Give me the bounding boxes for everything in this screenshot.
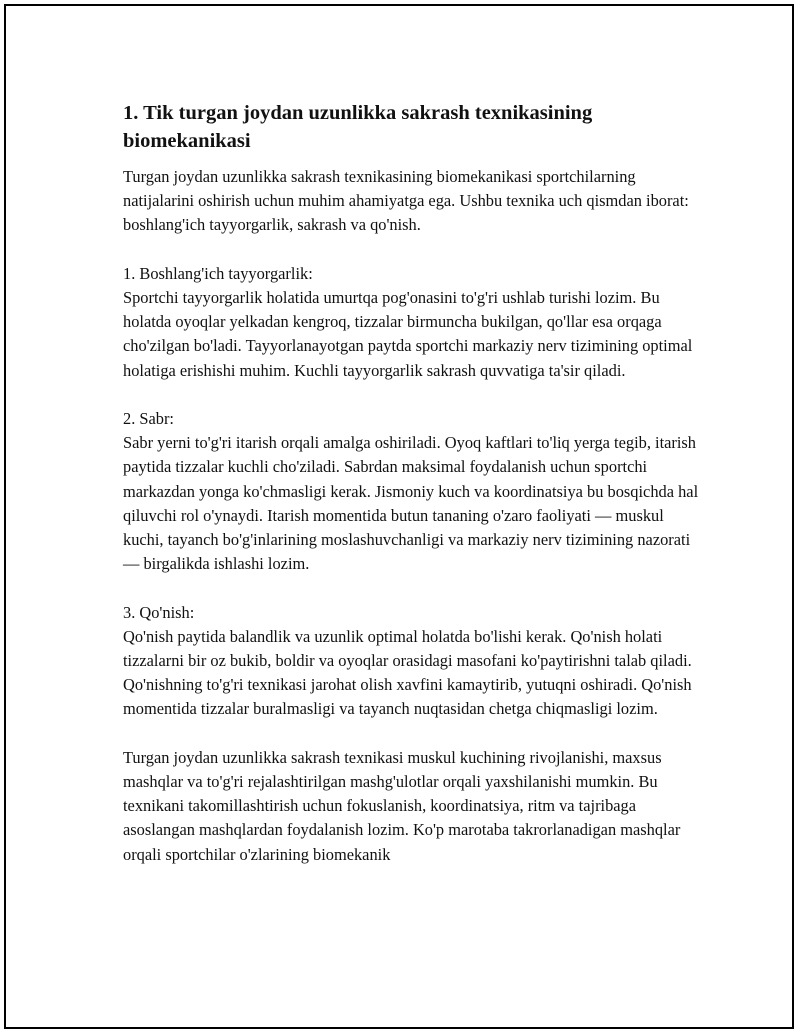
section-heading-landing: 3. Qo'nish: <box>123 602 195 622</box>
document-page <box>4 4 794 1029</box>
section-heading-push: 2. Sabr: <box>123 409 174 428</box>
section-body-push: Sabr yerni to'g'ri itarish orqali amalga oshiriladi. Oyoq kaftlari to'liq yerga tegib, itarish paytida tizzalar kuchli cho'ziladi. Sabrdan maksimal foydalanish uchun sportchi markazdan yonga ko'chmasligi kerak. Jismoniy kuch va koordinatsiya bu bosqichda hal qiluvchi rol o'ynaydi. Itarish momentida butun tananing o'zaro faoliyati — muskul kuchi, tayanch bo'g'inlarining moslashuvchanligi va markaziy nerv tizimining nazorati — birgalikda ishlashi lozim. <box>123 433 699 574</box>
section-body-preparation: Sportchi tayyorgarlik holatida umurtqa pog'onasini to'g'ri ushlab turishi lozim. Bu holatda oyoqlar yelkadan kengroq, tizzalar birmuncha bukilgan, qo'llar esa orqaga cho'zilgan bo'ladi. Tayyorlanayotgan paytda sportchi markaziy nerv tizimining optimal holatiga erishishi muhim. Kuchli tayyorgarlik sakrash quvvatiga ta'sir qiladi. <box>123 288 693 380</box>
document-title: 1. Tik turgan joydan uzunlikka sakrash texnikasining biomekanikasi <box>123 102 593 152</box>
intro-paragraph: Turgan joydan uzunlikka sakrash texnikasining biomekanikasi sportchilarning natijalarini oshirish uchun muhim ahamiyatga ega. Ushbu texnika uch qismdan iborat: boshlang'ich tayyorgarlik, sakrash va qo'nish. <box>123 167 689 235</box>
closing-paragraph: Turgan joydan uzunlikka sakrash texnikasi muskul kuchining rivojlanishi, maxsus mashqlar va to'g'ri rejalashtirilgan mashg'ulotlar orqali yaxshilanishi mumkin. Bu texnikani takomillashtirish uchun fokuslanish, koordinatsiya, ritm va tajribaga asoslangan mashqlardan foydalanish lozim. Ko'p marotaba takrorlanadigan mashqlar orqali sportchilar o'zlarining biomekanik <box>123 747 681 864</box>
section-push <box>123 407 703 576</box>
section-heading-preparation: 1. Boshlang'ich tayyorgarlik: <box>123 263 313 283</box>
section-body-landing: Qo'nish paytida balandlik va uzunlik optimal holatda bo'lishi kerak. Qo'nish holati tizzalarni bir oz bukib, boldir va oyoqlar orasidagi masofani ko'paytirishni talab qiladi. Qo'nishning to'g'ri texnikasi jarohat olish xavfini kamaytirib, yutuqni oshiradi. Qo'nish momentida tizzalar buralmasligi va tayanch nuqtasidan chetga chiqmasligi lozim. <box>123 626 692 719</box>
document-body <box>123 99 703 891</box>
section-preparation <box>123 262 703 383</box>
section-landing <box>123 601 703 722</box>
